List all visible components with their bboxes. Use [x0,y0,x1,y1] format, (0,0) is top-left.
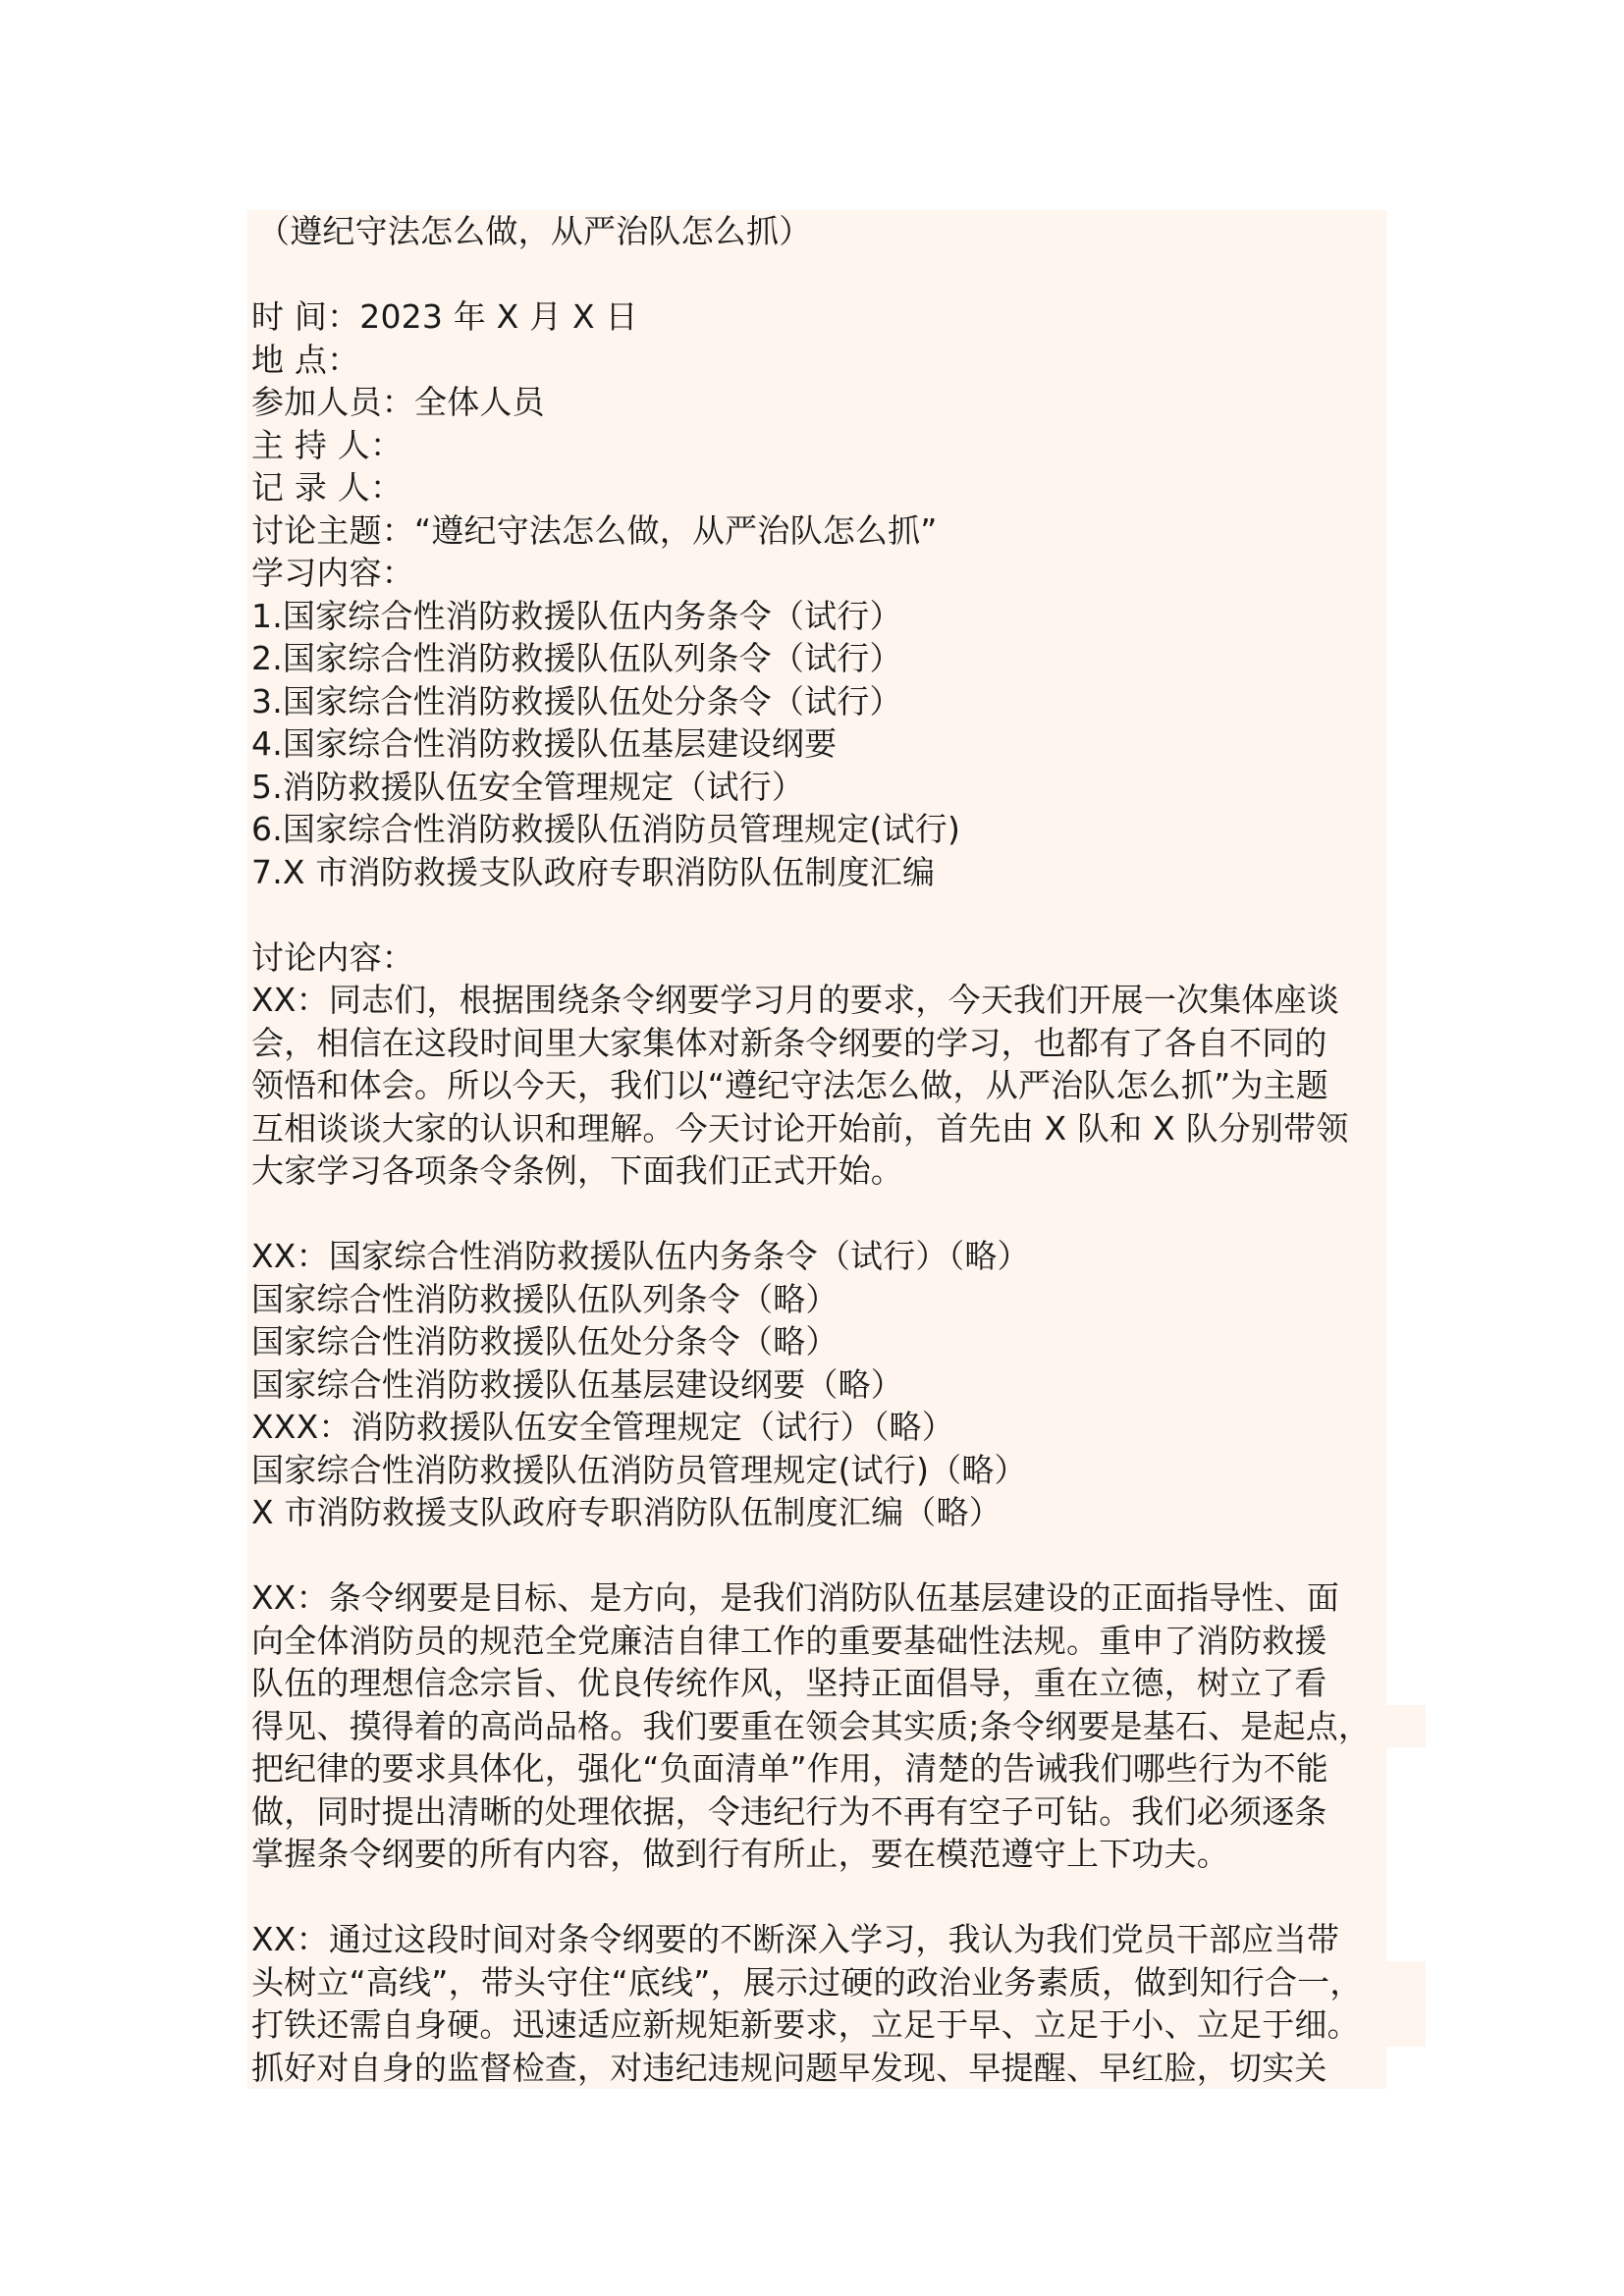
study-item: 7.X 市消防救援支队政府专职消防队伍制度汇编 [251,852,936,891]
paragraph-line: 打铁还需自身硬。迅速适应新规矩新要求，立足于早、立足于小、立足于细。 [247,2003,1426,2047]
blank-line [247,1876,1386,1919]
paragraph-line: 国家综合性消防救援队伍处分条令（略） [251,1322,839,1361]
paragraph-line: 互相谈谈大家的认识和理解。今天讨论开始前，首先由 X 队和 X 队分别带领 [251,1108,1349,1148]
meta-place: 地 点： [251,340,360,379]
paragraph-line: X 市消防救援支队政府专职消防队伍制度汇编（略） [251,1493,1001,1531]
document-subtitle: （遵纪守法怎么做，从严治队怎么抓） [257,212,812,250]
study-item: 3.国家综合性消防救援队伍处分条令（试行） [251,681,902,721]
paragraph-line: 把纪律的要求具体化，强化“负面清单”作用，清楚的告诫我们哪些行为不能 [251,1749,1328,1788]
blank-line [247,1193,1386,1236]
paragraph-line: 国家综合性消防救援队伍基层建设纲要（略） [251,1364,903,1404]
meta-topic: 讨论主题：“遵纪守法怎么做，从严治队怎么抓” [251,510,938,550]
study-item: 1.国家综合性消防救援队伍内务条令（试行） [251,596,902,635]
blank-line [247,1534,1386,1577]
paragraph-line: 向全体消防员的规范全党廉洁自律工作的重要基础性法规。重申了消防救援 [251,1621,1327,1660]
study-item: 2.国家综合性消防救援队伍队列条令（试行） [251,639,902,677]
paragraph-line: 会，相信在这段时间里大家集体对新条令纲要的学习，也都有了各自不同的 [251,1023,1327,1062]
paragraph-line: 国家综合性消防救援队伍队列条令（略） [251,1279,839,1318]
study-item: 6.国家综合性消防救援队伍消防员管理规定(试行) [251,810,961,848]
paragraph-line: XX：国家综合性消防救援队伍内务条令（试行）（略） [251,1237,1030,1275]
paragraph-line: 掌握条令纲要的所有内容，做到行有所止，要在模范遵守上下功夫。 [251,1835,1229,1873]
paragraph-line: 领悟和体会。所以今天，我们以“遵纪守法怎么做，从严治队怎么抓”为主题 [251,1066,1328,1104]
paragraph-line: 抓好对自身的监督检查，对违纪违规问题早发现、早提醒、早红脸，切实关 [251,2048,1327,2087]
blank-line [247,893,1386,936]
paragraph-line: XXX：消防救援队伍安全管理规定（试行）（略） [251,1408,954,1446]
paragraph-line: XX：通过这段时间对条令纲要的不断深入学习，我认为我们党员干部应当带 [251,1920,1340,1958]
document-body [247,210,1386,2089]
paragraph-line: 国家综合性消防救援队伍消防员管理规定(试行)（略） [251,1450,1027,1489]
paragraph-line: 队伍的理想信念宗旨、优良传统作风，坚持正面倡导，重在立德，树立了看 [251,1664,1327,1702]
paragraph-line: XX：同志们，根据围绕条令纲要学习月的要求，今天我们开展一次集体座谈 [251,981,1340,1019]
paragraph-line: 大家学习各项条令条例，下面我们正式开始。 [251,1151,903,1190]
meta-recorder: 记 录 人： [251,468,404,507]
paragraph-line: 头树立“高线”，带头守住“底线”，展示过硬的政治业务素质，做到知行合一， [247,1961,1426,2004]
study-label: 学习内容： [251,554,414,592]
study-item: 4.国家综合性消防救援队伍基层建设纲要 [251,724,838,763]
meta-time: 时 间：2023 年 X 月 X 日 [251,297,638,336]
paragraph-line: 做，同时提出清晰的处理依据，令违纪行为不再有空子可钻。我们必须逐条 [251,1791,1327,1831]
study-item: 5.消防救援队伍安全管理规定（试行） [251,767,805,806]
meta-participants: 参加人员：全体人员 [251,383,545,421]
discussion-label: 讨论内容： [251,937,414,977]
blank-line [247,253,1386,296]
paragraph-line: 得见、摸得着的高尚品格。我们要重在领会其实质;条令纲要是基石、是起点， [247,1705,1426,1748]
paragraph-line: XX：条令纲要是目标、是方向，是我们消防队伍基层建设的正面指导性、面 [251,1578,1340,1617]
meta-host: 主 持 人： [251,425,404,464]
